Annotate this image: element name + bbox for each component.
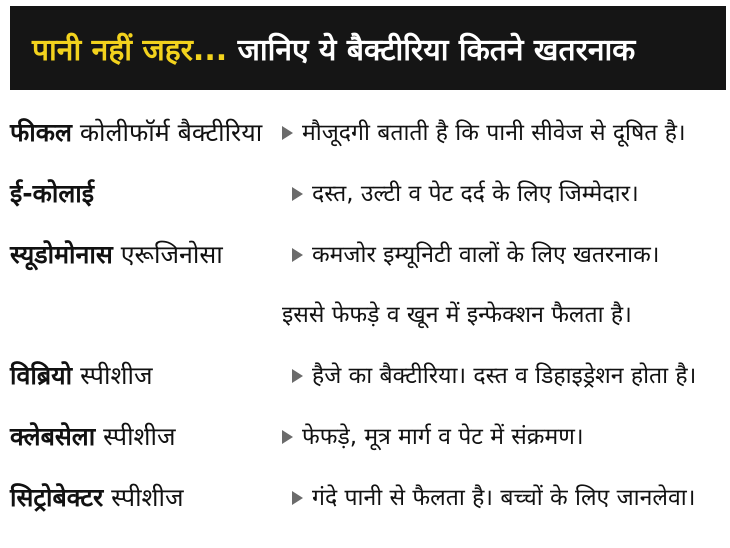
bacteria-name-normal: कोलीफॉर्म बैक्टीरिया xyxy=(79,118,263,147)
bacteria-description xyxy=(282,109,686,157)
bacteria-row-pseudomonas xyxy=(10,231,726,279)
bacteria-name-bold: विब्रियो xyxy=(10,361,73,390)
bacteria-name-bold: स्यूडोमोनास xyxy=(10,240,113,269)
bacteria-description xyxy=(292,231,659,279)
header-accent-text: पानी नहीं जहर... xyxy=(32,32,228,68)
bacteria-name xyxy=(10,474,184,522)
bacteria-name-bold: सिट्रोबेक्टर xyxy=(10,483,104,512)
bacteria-description xyxy=(292,352,696,400)
bacteria-name-bold: ई-कोलाई xyxy=(10,179,95,208)
bacteria-description-text: मौजूदगी बताती है कि पानी सीवेज से दूषित है। xyxy=(302,120,686,146)
bacteria-row-fecal-coliform xyxy=(10,109,726,157)
arrow-icon xyxy=(292,491,303,505)
arrow-icon xyxy=(292,248,303,262)
bacteria-description xyxy=(292,170,639,218)
arrow-icon xyxy=(292,187,303,201)
bacteria-row-citrobacter xyxy=(10,474,726,522)
bacteria-name-normal: स्पीशीज xyxy=(111,483,184,512)
arrow-icon xyxy=(282,126,293,140)
bacteria-name-normal: एरूजिनोसा xyxy=(120,240,223,269)
bacteria-description-text: कमजोर इम्यूनिटी वालों के लिए खतरनाक। xyxy=(312,242,660,268)
bacteria-name xyxy=(10,231,223,279)
bacteria-name xyxy=(10,170,94,218)
bacteria-description xyxy=(292,474,695,522)
header-title-rest: जानिए ये बैक्टीरिया कितने खतरनाक xyxy=(237,32,636,68)
bacteria-description-text: फेफड़े, मूत्र मार्ग व पेट में संक्रमण। xyxy=(302,424,584,450)
bacteria-name-normal: स्पीशीज xyxy=(103,422,176,451)
bacteria-row-vibrio xyxy=(10,352,726,400)
bacteria-row-e-coli xyxy=(10,170,726,218)
header-title-text xyxy=(227,28,635,69)
bacteria-name xyxy=(10,109,262,157)
bacteria-name xyxy=(10,352,153,400)
bacteria-name-bold: क्लेबसेला xyxy=(10,422,96,451)
bacteria-name-normal: स्पीशीज xyxy=(80,361,153,390)
arrow-icon xyxy=(282,430,293,444)
bacteria-description-text: हैजे का बैक्टीरिया। दस्त व डिहाइड्रेशन होता है। xyxy=(312,363,697,389)
header-bar xyxy=(10,6,726,90)
bacteria-description xyxy=(282,413,584,461)
bacteria-description-continuation: इससे फेफड़े व खून में इन्फेक्शन फैलता है। xyxy=(282,302,632,328)
bacteria-description-text: दस्त, उल्टी व पेट दर्द के लिए जिम्मेदार। xyxy=(312,181,639,207)
bacteria-name-bold: फीकल xyxy=(10,118,72,147)
arrow-icon xyxy=(292,369,303,383)
bacteria-name xyxy=(10,413,176,461)
bacteria-row-klebsiella xyxy=(10,413,726,461)
bacteria-description-text: गंदे पानी से फैलता है। बच्चों के लिए जानलेवा। xyxy=(312,485,696,511)
